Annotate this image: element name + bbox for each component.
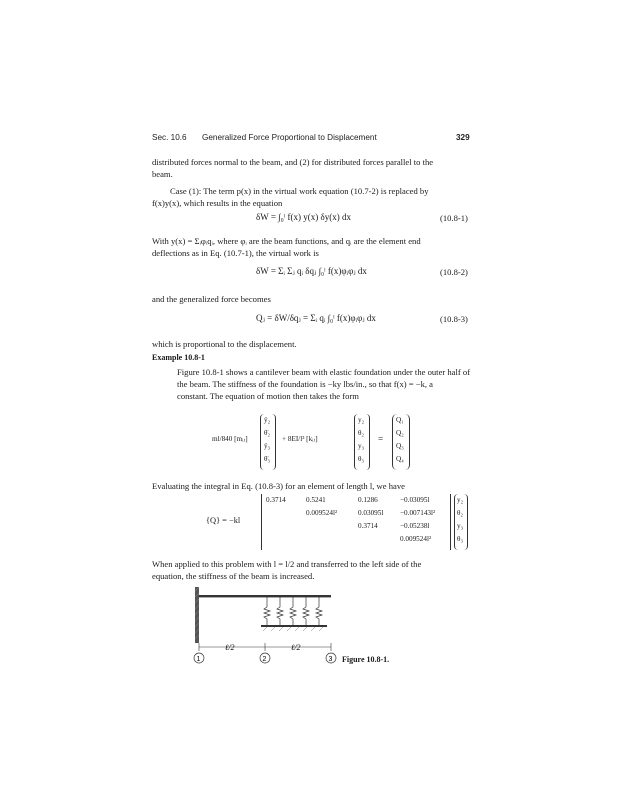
text-line: Case (1): The term p(x) in the virtual work equation (10.7-2) is replaced by	[170, 186, 429, 196]
evaluation-text: Evaluating the integral in Eq. (10.8-3) for an element of length l, we have	[152, 481, 405, 491]
vector-entry: y₂	[457, 496, 464, 504]
paragraph-1	[152, 156, 474, 180]
text-line: deflections as in Eq. (10.7-1), the virtual work is	[152, 248, 319, 258]
text-line: f(x)y(x), which results in the equation	[152, 198, 283, 208]
page-number: 329	[456, 133, 470, 142]
matrix-cell: 0.03095l	[358, 509, 384, 517]
stiffness-term: + 8EI/l³ [kᵢⱼ]	[282, 435, 318, 443]
equation-10-8-1: δW = ∫₀ˡ f(x) y(x) δy(x) dx	[256, 212, 351, 222]
node-label-3: 3	[328, 656, 333, 663]
matrix-cell: −0.007143l²	[400, 509, 436, 517]
example-heading: Example 10.8-1	[152, 353, 205, 362]
vector-entry: ÿ₃	[264, 442, 271, 450]
ground-hatch	[263, 627, 323, 631]
vector-entry: y₃	[358, 442, 365, 450]
vector-entry: Q₄	[396, 455, 404, 463]
equals-sign: =	[378, 434, 384, 444]
vector-entry: y₂	[358, 416, 365, 424]
text-line: Figure 10.8-1 shows a cantilever beam with elastic foundation under the outer half of	[177, 367, 471, 377]
paragraph-3	[152, 235, 474, 259]
section-number: Sec. 10.6	[152, 133, 187, 142]
vector-entry: θ₂	[358, 429, 364, 437]
paragraph-5: which is proportional to the displacement.	[152, 339, 297, 349]
vector-entry: θ₂	[457, 509, 463, 517]
vector-entry: θ₃	[358, 455, 364, 463]
ground-line	[261, 625, 327, 627]
dimension-line	[199, 643, 331, 651]
vector-entry: θ̈₃	[264, 455, 270, 463]
vector-entry: θ̈₂	[264, 429, 270, 437]
paragraph-4: and the generalized force becomes	[152, 294, 271, 304]
vector-entry: ÿ₂	[264, 416, 271, 424]
vector-entry: Q₃	[396, 442, 404, 450]
matrix-cell: −0.05238l	[400, 522, 430, 530]
figure-cantilever-beam	[185, 585, 345, 665]
mass-term: ml/840 [mᵢⱼ]	[212, 435, 248, 443]
text-line: beam.	[152, 169, 173, 179]
vector-entry: Q₂	[396, 429, 404, 437]
equation-number: (10.8-3)	[440, 314, 468, 324]
text-line: the beam. The stiffness of the foundation is −ky lbs/in., so that f(x) = −k, a	[177, 379, 433, 389]
dim-label-left: ℓ/2	[225, 643, 235, 652]
paragraph-2	[152, 185, 474, 209]
q-vector	[454, 494, 468, 550]
vector-entry: y₃	[457, 522, 464, 530]
running-title: Generalized Force Proportional to Displacement	[202, 133, 377, 142]
matrix-cell: 0.3714	[266, 496, 286, 504]
equation-10-8-3: Qⱼ = δW/δqⱼ = Σᵢ qᵢ ∫₀ˡ f(x)φᵢφⱼ dx	[256, 313, 376, 323]
dim-label-right: ℓ/2	[291, 643, 301, 652]
matrix-cell: 0.5241	[306, 496, 326, 504]
equation-number: (10.8-1)	[440, 213, 468, 223]
text-line: distributed forces normal to the beam, and (2) for distributed forces parallel to the	[152, 157, 434, 167]
beam	[199, 595, 331, 597]
matrix-cell: 0.1286	[358, 496, 378, 504]
q-lhs: {Q} = −kl	[206, 516, 241, 525]
elastic-foundation-springs	[264, 597, 322, 625]
conclusion-text	[152, 558, 474, 582]
equation-number: (10.8-2)	[440, 267, 468, 277]
text-line: constant. The equation of motion then takes the form	[177, 391, 359, 401]
displacement-vector	[354, 414, 370, 470]
node-label-1: 1	[196, 656, 201, 663]
vector-entry: θ₃	[457, 535, 463, 543]
matrix-cell: −0.03095l	[400, 496, 430, 504]
example-text	[177, 366, 475, 402]
stiffness-matrix	[261, 494, 451, 550]
q-matrix-equation	[206, 494, 486, 552]
force-vector	[392, 414, 410, 470]
equation-of-motion	[212, 414, 472, 474]
text-line: With y(x) = Σᵢφᵢqᵢ, where φᵢ are the beam functions, and qᵢ are the element end	[152, 236, 421, 246]
equation-10-8-2: δW = Σᵢ Σⱼ qᵢ δqⱼ ∫₀ˡ f(x)φᵢφⱼ dx	[256, 266, 367, 276]
node-label-2: 2	[262, 656, 267, 663]
matrix-cell: 0.009524l²	[400, 535, 432, 543]
matrix-cell: 0.3714	[358, 522, 378, 530]
figure-caption: Figure 10.8-1.	[342, 655, 390, 664]
vector-entry: Q₁	[396, 416, 404, 424]
acceleration-vector	[260, 414, 276, 470]
text-line: equation, the stiffness of the beam is increased.	[152, 571, 315, 581]
text-line: When applied to this problem with l = l/2 and transferred to the left side of the	[152, 559, 422, 569]
matrix-cell: 0.009524l²	[306, 509, 338, 517]
